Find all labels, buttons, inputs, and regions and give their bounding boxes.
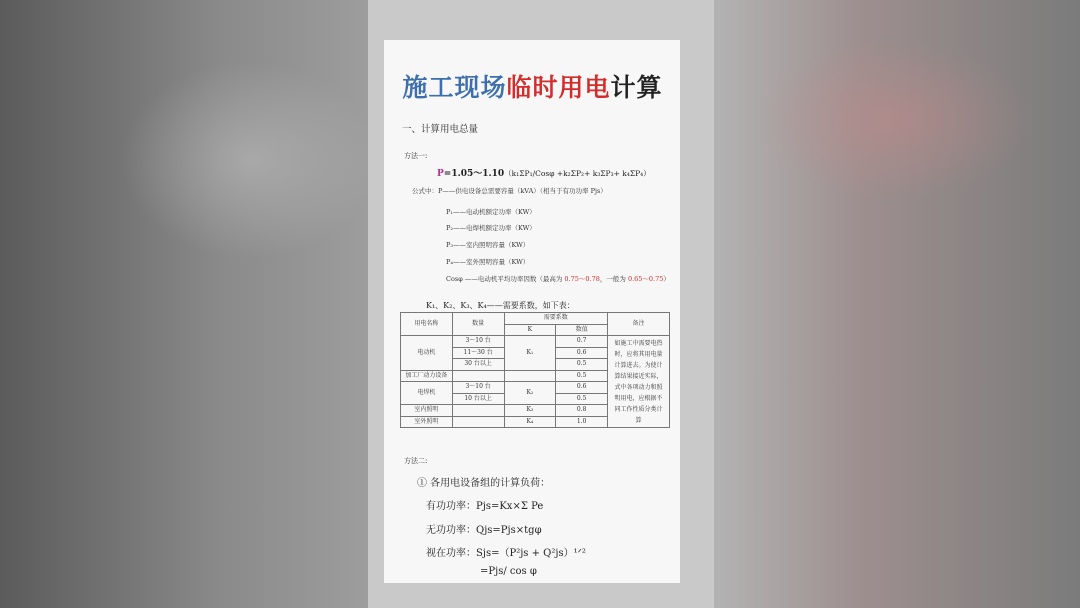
legend-p4: P₄——室外照明容量（KW） <box>446 258 530 266</box>
cell-val: 0.5 <box>556 393 608 405</box>
cell-val: 0.6 <box>556 347 608 359</box>
cell-name: 电焊机 <box>401 382 453 405</box>
cos-text-e: ） <box>663 275 670 283</box>
demand-coefficient-table <box>400 312 670 428</box>
apparent-power-formula: 视在功率：Sjs=（P²js + Q²js）¹ᐟ² <box>426 548 586 559</box>
formula-p: P <box>437 169 444 179</box>
cos-range-typical: 0.65～0.75 <box>627 275 664 283</box>
cell-k: K₁ <box>504 336 556 371</box>
cell-name: 电动机 <box>401 336 453 371</box>
cell-k: K₂ <box>504 382 556 405</box>
legend-p2: P₂——电焊机额定功率（KW） <box>446 224 536 232</box>
cell-val: 0.5 <box>556 370 608 382</box>
background-left <box>0 0 368 608</box>
cell-qty <box>452 405 504 417</box>
th-val: 数值 <box>556 324 608 336</box>
cell-qty: 10 台以上 <box>452 393 504 405</box>
cell-k: K₃ <box>504 405 556 417</box>
k-coefficients-line: K₁、K₂、K₃、K₄——需要系数，如下表： <box>426 301 575 310</box>
th-name: 用电名称 <box>401 313 453 336</box>
formula-method1 <box>437 166 651 179</box>
th-coef: 需要系数 <box>504 313 608 325</box>
cell-val: 0.6 <box>556 382 608 394</box>
cos-range-max: 0.75～0.78 <box>564 275 600 283</box>
cos-text-a: Cosφ ——电动机平均功率因数（最高为 <box>446 275 565 283</box>
th-k: K <box>504 324 556 336</box>
cell-qty <box>452 370 504 382</box>
title-part-3: 计算 <box>610 73 663 102</box>
cell-qty: 3～10 台 <box>452 336 504 348</box>
apparent-power-formula-2: =Pjs/ cos φ <box>480 566 537 577</box>
reactive-power-formula: 无功功率：Qjs=Pjs×tgφ <box>426 525 542 536</box>
cell-name: 加工厂动力设备 <box>401 370 453 382</box>
cell-name: 室内照明 <box>401 405 453 417</box>
cell-qty <box>452 416 504 428</box>
cell-note: 如施工中需要电热时，应将其用电量计算进去。为使计算结果接近实际，式中各项动力和照明用电，应根据不同工作性质分类计算 <box>608 336 670 428</box>
legend-p1: P₁——电动机额定功率（KW） <box>446 208 536 216</box>
cell-qty: 3～10 台 <box>452 382 504 394</box>
cell-qty: 30 台以上 <box>452 359 504 371</box>
legend-p3: P₃——室内照明容量（KW） <box>446 241 530 249</box>
cell-k: K₄ <box>504 416 556 428</box>
background-right <box>714 0 1080 608</box>
title-part-1: 施工现场 <box>402 73 507 102</box>
cell-val: 1.0 <box>556 416 608 428</box>
cell-k <box>504 370 556 382</box>
active-power-formula: 有功功率：Pjs=Kx×Σ Pe <box>426 501 544 512</box>
cell-name: 室外照明 <box>401 416 453 428</box>
th-qty: 数量 <box>452 313 504 336</box>
formula-main: =1.05～1.10 <box>443 169 505 179</box>
section-heading: 一、计算用电总量 <box>402 124 479 135</box>
formula-rest: （k₁ΣP₁/Cosφ +k₂ΣP₂+ k₃ΣP₃+ k₄ΣP₄） <box>504 169 651 178</box>
method1-label: 方法一: <box>404 152 428 160</box>
table-row <box>401 336 670 348</box>
title-part-2: 临时用电 <box>506 73 611 102</box>
cell-val: 0.7 <box>556 336 608 348</box>
page-title <box>385 68 680 104</box>
cell-qty: 11～30 台 <box>452 347 504 359</box>
th-note: 备注 <box>608 313 670 336</box>
cos-text-c: ，一般为 <box>599 275 628 283</box>
cell-val: 0.5 <box>556 359 608 371</box>
method2-item1: ① 各用电设备组的计算负荷： <box>417 478 551 489</box>
method2-label: 方法二: <box>404 457 428 465</box>
legend-cos <box>446 274 670 283</box>
cell-val: 0.8 <box>556 405 608 417</box>
legend-intro: 公式中：P——供电设备总需要容量（kVA）（相当于有功功率 Pjs） <box>412 187 607 195</box>
